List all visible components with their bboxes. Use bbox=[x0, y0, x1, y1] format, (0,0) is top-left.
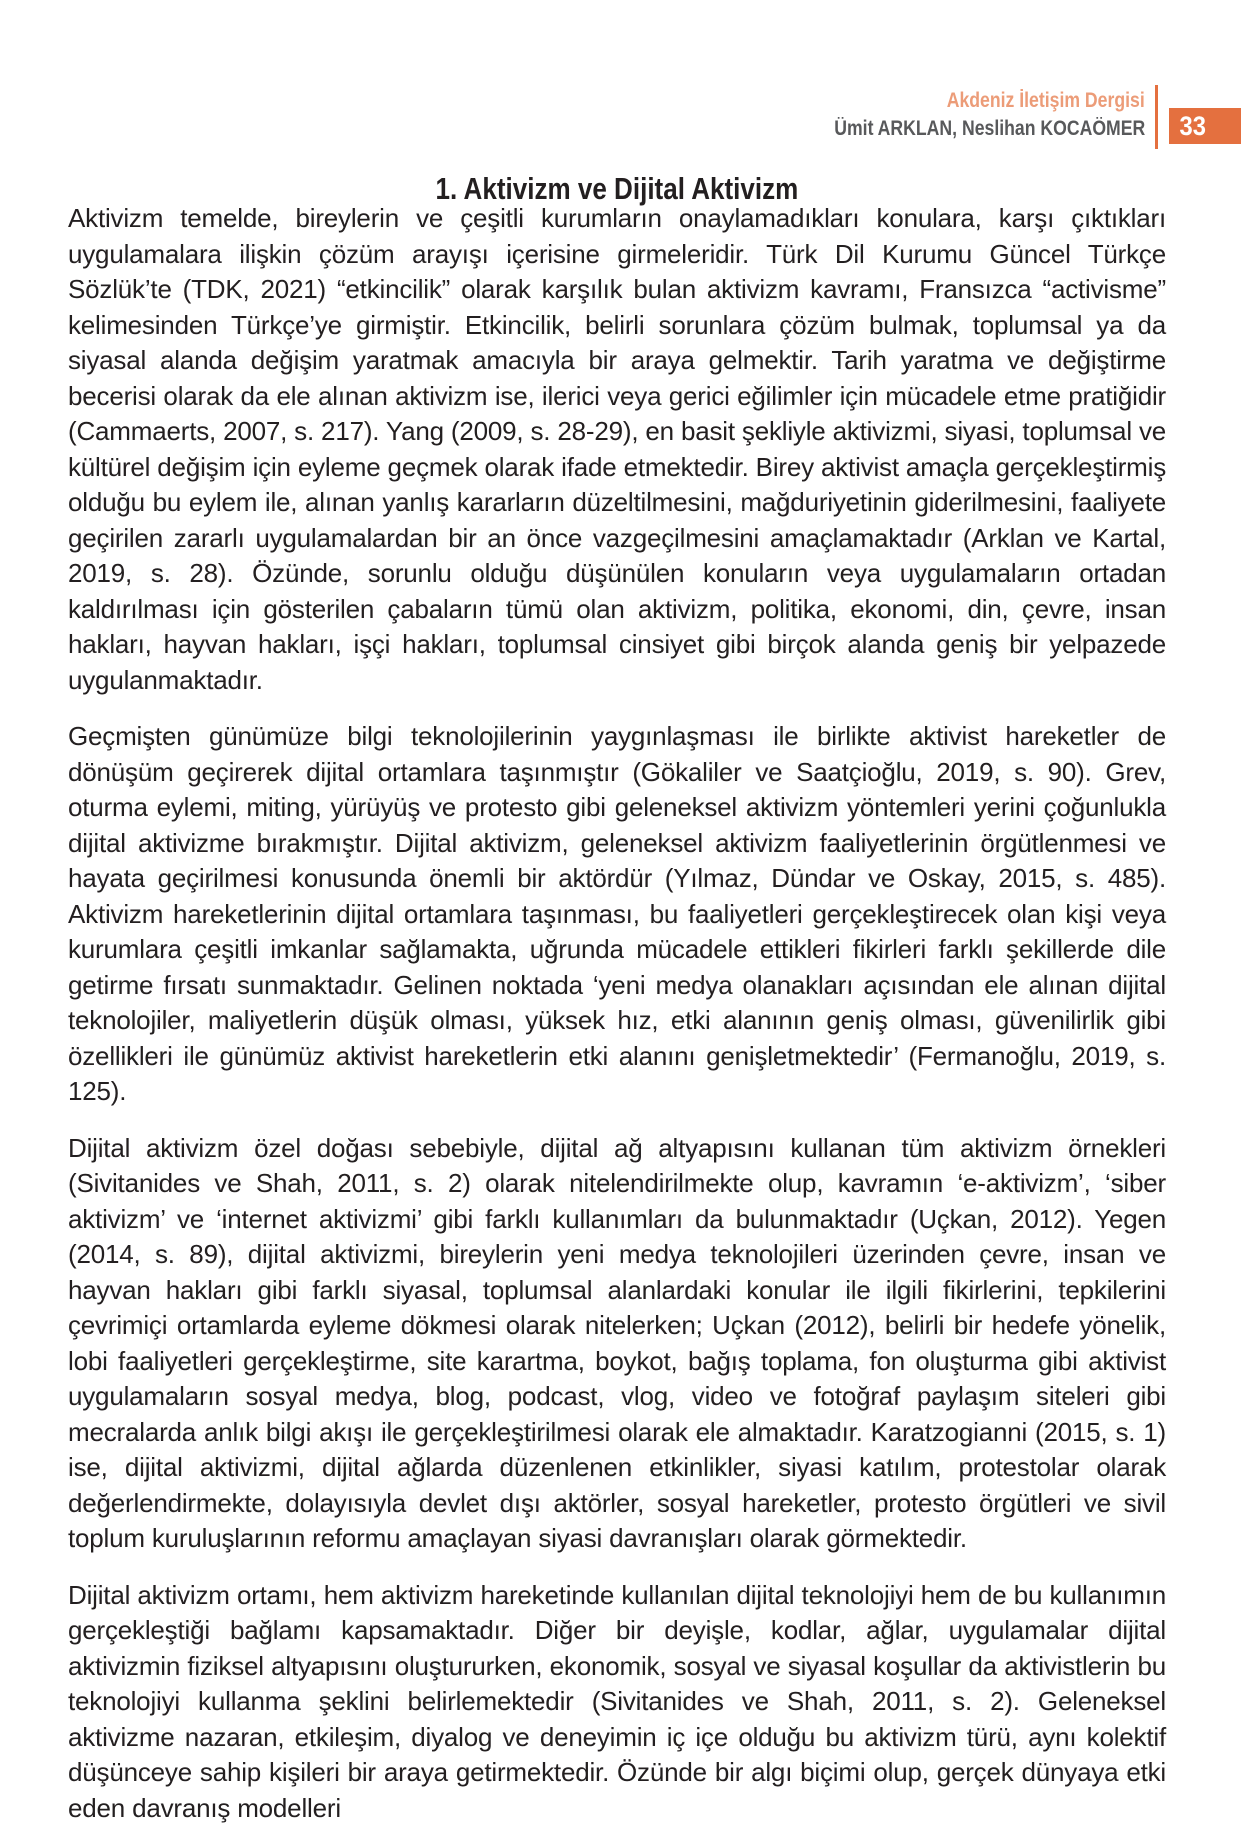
page-number-badge bbox=[1169, 108, 1241, 144]
header-divider bbox=[1155, 85, 1158, 149]
page-number: 33 bbox=[1179, 110, 1207, 141]
article-body bbox=[68, 201, 1166, 1847]
body-paragraph: Geçmişten günümüze bilgi teknolojilerinin yaygınlaşması ile birlikte aktivist hareketler de dönüşüm geçirerek dijital ortamlara taşınmıştır (Gökaliler ve Saatçioğlu, 2019, s. 90). Grev, oturma eylemi, miting, yürüyüş ve protesto gibi geleneksel aktivizm yöntemleri yerini çoğunlukla dijital aktivizme bırakmıştır. Dijital aktivizm, geleneksel aktivizm faaliyetlerinin örgütlenmesi ve hayata geçirilmesi konusunda önemli bir aktördür (Yılmaz, Dündar ve Oskay, 2015, s. 485). Aktivizm hareketlerinin dijital ortamlara taşınması, bu faaliyetleri gerçekleştirecek olan kişi veya kurumlara çeşitli imkanlar sağlamakta, uğrunda mücadele ettikleri fikirleri farklı şekillerde dile getirme fırsatı sunmaktadır. Gelinen noktada ‘yeni medya olanakları açısından ele alınan dijital teknolojiler, maliyetlerin düşük olması, yüksek hız, etki alanının geniş olması, güvenilirlik gibi özellikleri ile günümüz aktivist hareketlerin etki alanını genişletmektedir’ (Fermanoğlu, 2019, s. 125). bbox=[68, 721, 1166, 1106]
running-header bbox=[775, 88, 1145, 144]
authors-line: Ümit ARKLAN, Neslihan KOCAÖMER bbox=[833, 117, 1145, 140]
section-title: 1. Aktivizm ve Dijital Aktivizm bbox=[435, 170, 799, 206]
body-paragraph: Aktivizm temelde, bireylerin ve çeşitli kurumların onaylamadıkları konulara, karşı çıktıkları uygulamalara ilişkin çözüm arayışı içerisine girmeleridir. Türk Dil Kurumu Güncel Türkçe Sözlük’te (TDK, 2021) “etkincilik” olarak karşılık bulan aktivizm kavramı, Fransızca “activisme” kelimesinden Türkçe’ye girmiştir. Etkincilik, belirli sorunlara çözüm bulmak, toplumsal ya da siyasal alanda değişim yaratmak amacıyla bir araya gelmektir. Tarih yaratma ve değiştirme becerisi olarak da ele alınan aktivizm ise, ilerici veya gerici eğilimler için mücadele etme pratiğidir (Cammaerts, 2007, s. 217). Yang (2009, s. 28-29), en basit şekliyle aktivizmi, siyasi, toplumsal ve kültürel değişim için eyleme geçmek olarak ifade etmektedir. Birey aktivist amaçla gerçekleştirmiş olduğu bu eylem ile, alınan yanlış kararların düzeltilmesini, mağduriyetinin giderilmesini, faaliyete geçirilen zararlı uygulamalardan bir an önce vazgeçilmesini amaçlamaktadır (Arklan ve Kartal, 2019, s. 28). Özünde, sorunlu olduğu düşünülen konuların veya uygulamaların ortadan kaldırılması için gösterilen çabaların tümü olan aktivizm, politika, ekonomi, din, çevre, insan hakları, hayvan hakları, işçi hakları, toplumsal cinsiyet gibi birçok alanda geniş bir yelpazede uygulanmaktadır. bbox=[68, 203, 1166, 695]
journal-title: Akdeniz İletişim Dergisi bbox=[946, 89, 1145, 112]
body-paragraph: Dijital aktivizm ortamı, hem aktivizm hareketinde kullanılan dijital teknolojiyi hem de bu kullanımın gerçekleştiği bağlamı kapsamaktadır. Diğer bir deyişle, kodlar, ağlar, uygulamalar dijital aktivizmin fiziksel altyapısını oluştururken, ekonomik, sosyal ve siyasal koşullar da aktivistlerin bu teknolojiyi kullanma şeklini belirlemektedir (Sivitanides ve Shah, 2011, s. 2). Geleneksel aktivizme nazaran, etkileşim, diyalog ve deneyimin iç içe olduğu bu aktivizm türü, aynı kolektif düşünceye sahip kişileri bir araya getirmektedir. Özünde bir algı biçimi olup, gerçek dünyaya etki eden davranış modelleri bbox=[68, 1579, 1166, 1823]
body-paragraph: Dijital aktivizm özel doğası sebebiyle, dijital ağ altyapısını kullanan tüm aktivizm örnekleri (Sivitanides ve Shah, 2011, s. 2) olarak nitelendirilmekte olup, kavramın ‘e-aktivizm’, ‘siber aktivizm’ ve ‘internet aktivizmi’ gibi farklı kullanımları da bulunmaktadır (Uçkan, 2012). Yegen (2014, s. 89), dijital aktivizmi, bireylerin yeni medya teknolojileri üzerinden çevre, insan ve hayvan hakları gibi farklı siyasal, toplumsal alanlardaki konular ile ilgili fikirlerini, tepkilerini çevrimiçi ortamlarda eyleme dökmesi olarak nitelerken; Uçkan (2012), belirli bir hedefe yönelik, lobi faaliyetleri gerçekleştirme, site karartma, boykot, bağış toplama, fon oluşturma gibi aktivist uygulamaların sosyal medya, blog, podcast, vlog, video ve fotoğraf paylaşım siteleri gibi mecralarda anlık bilgi akışı ile gerçekleştirilmesi olarak ele almaktadır. Karatzogianni (2015, s. 1) ise, dijital aktivizmi, dijital ağlarda düzenlenen etkinlikler, siyasi katılım, protestolar olarak değerlendirmekte, dolayısıyla devlet dışı aktörler, sosyal hareketler, protesto örgütleri ve sivil toplum kuruluşlarının reformu amaçlayan siyasi davranışları olarak görmektedir. bbox=[68, 1132, 1166, 1553]
